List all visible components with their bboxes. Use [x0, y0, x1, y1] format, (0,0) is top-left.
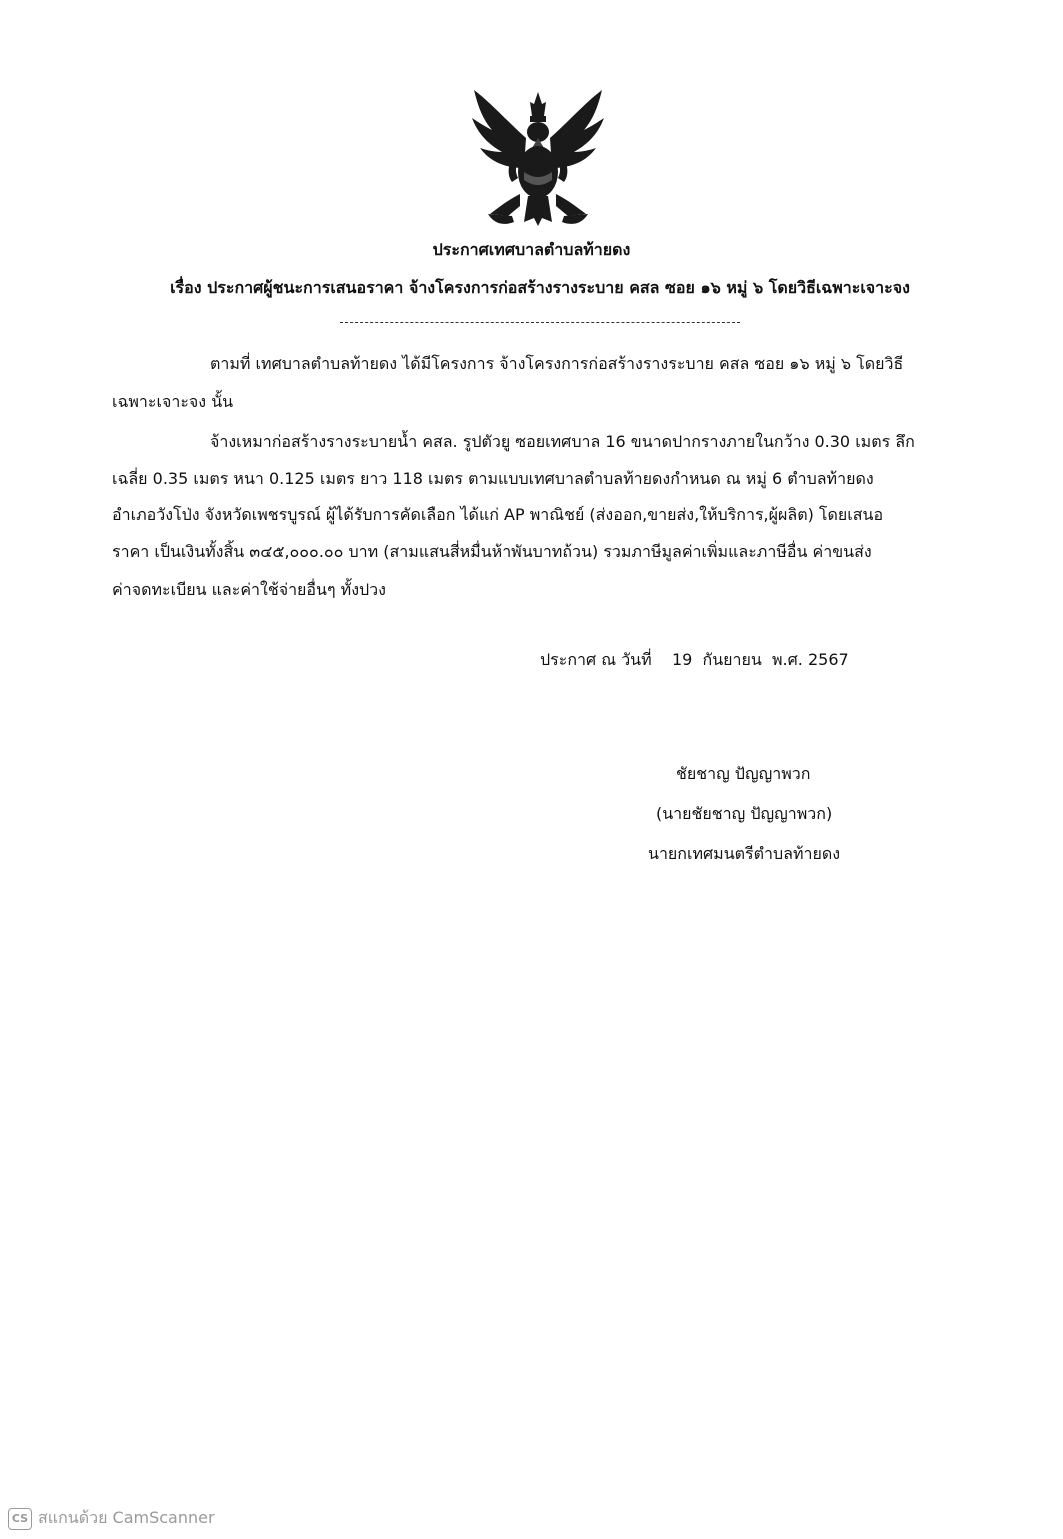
body-line: เฉพาะเจาะจง นั้น — [112, 392, 234, 411]
body-line: ราคา เป็นเงินทั้งสิ้น ๓๔๕,๐๐๐.๐๐ บาท (สามแสนสี่หมื่นห้าพันบาทถ้วน) รวมภาษีมูลค่าเพิ่มและภาษีอื่น ค่าขนส่ง — [112, 542, 872, 561]
divider-rule — [340, 322, 740, 323]
camscanner-icon: CS — [8, 1508, 32, 1530]
garuda-emblem-icon — [468, 82, 608, 232]
body-line: ตามที่ เทศบาลตำบลท้ายดง ได้มีโครงการ จ้างโครงการก่อสร้างรางระบาย คสล ซอย ๑๖ หมู่ ๖ โดยวิธี — [210, 354, 904, 373]
camscanner-watermark — [8, 1506, 215, 1531]
signature-position: นายกเทศมนตรีตำบลท้ายดง — [648, 844, 841, 863]
announcement-date: ประกาศ ณ วันที่ 19 กันยายน พ.ศ. 2567 — [540, 650, 849, 669]
body-line: จ้างเหมาก่อสร้างรางระบายน้ำ คสล. รูปตัวยู ซอยเทศบาล 16 ขนาดปากรางภายในกว้าง 0.30 เมตร ลึก — [210, 432, 915, 451]
document-title: ประกาศเทศบาลตำบลท้ายดง — [432, 240, 631, 259]
signature-full-name: (นายชัยชาญ ปัญญาพวก) — [656, 804, 833, 823]
body-line: เฉลี่ย 0.35 เมตร หนา 0.125 เมตร ยาว 118 เมตร ตามแบบเทศบาลตำบลท้ายดงกำหนด ณ หมู่ 6 ตำบลท้ายดง — [112, 469, 874, 488]
body-line: อำเภอวังโป่ง จังหวัดเพชรบูรณ์ ผู้ได้รับการคัดเลือก ได้แก่ AP พาณิชย์ (ส่งออก,ขายส่ง,ให้บริการ,ผู้ผลิต) โดยเสนอ — [112, 505, 884, 524]
document-subject: เรื่อง ประกาศผู้ชนะการเสนอราคา จ้างโครงการก่อสร้างรางระบาย คสล ซอย ๑๖ หมู่ ๖ โดยวิธีเฉพาะเจาะจง — [170, 278, 910, 297]
body-line: ค่าจดทะเบียน และค่าใช้จ่ายอื่นๆ ทั้งปวง — [112, 580, 386, 599]
camscanner-text: สแกนด้วย CamScanner — [38, 1508, 215, 1527]
signature-name: ชัยชาญ ปัญญาพวก — [676, 764, 811, 783]
